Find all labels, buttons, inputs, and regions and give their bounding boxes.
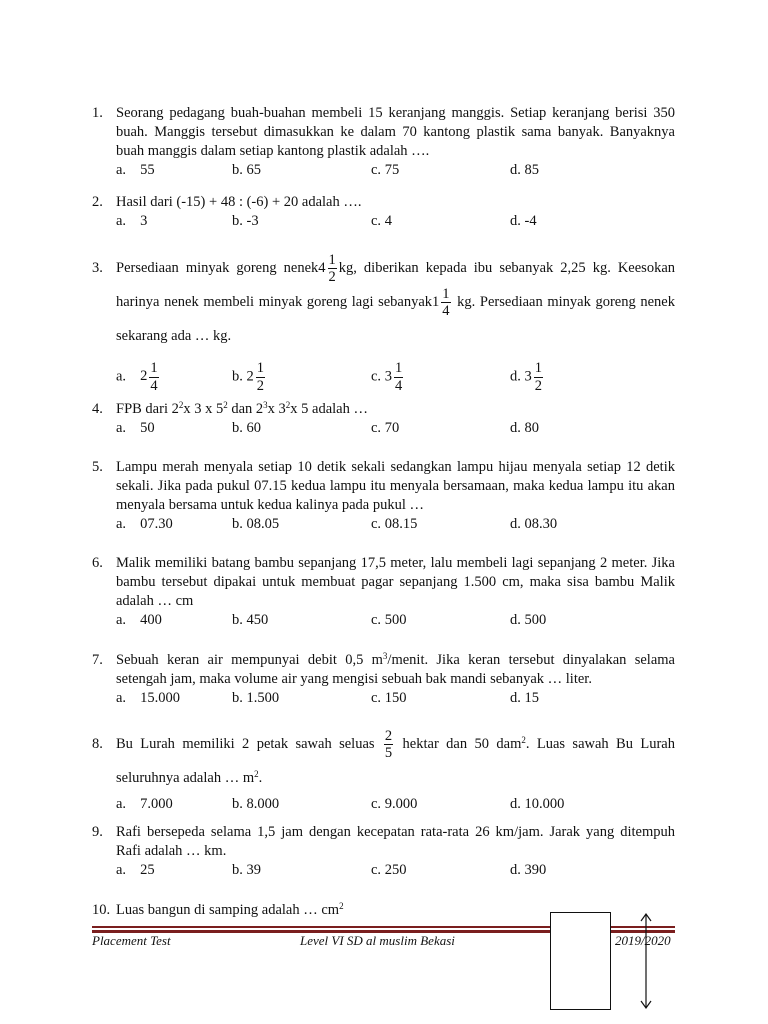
option-a[interactable]: a. 50 [116,420,155,436]
option-d[interactable]: d. 390 [510,862,547,878]
option-d[interactable]: d. 08.30 [510,516,558,532]
footer-left-text: Placement Test [92,933,171,948]
question-number: 8. [92,736,103,752]
option-a[interactable]: a. 2 $\frac{1}{4}$ [116,360,158,394]
option-b[interactable]: b. 65 [232,162,261,178]
dimension-arrow-icon [636,912,656,1012]
option-c[interactable]: c. 4 [371,213,392,229]
answer-options [116,861,675,880]
option-a[interactable]: a. 55 [116,162,155,178]
question-text: Bu Lurah memiliki 2 petak sawah seluas $\frac{2}{5}$ hektar dan 50 dam$^2$. Luas sawah Bu Lurah seluruhnya adalah … $m^2$. [116,727,675,786]
option-b[interactable]: b. 2 $\frac{1}{2}$ [232,360,264,394]
option-b[interactable]: b. 1.500 [232,690,280,706]
option-c[interactable]: c. 3 $\frac{1}{4}$ [371,360,403,394]
question-9 [92,823,675,880]
fraction: $\frac{1}{4}$ [442,285,450,320]
question-text: Sebuah keran air mempunyai debit 0,5 $m^3$/menit. Jika keran tersebut dinyalakan selama setengah jam, maka volume air yang mengisi sebuah bak mandi sebanyak … liter. [116,651,675,687]
question-2 [92,193,675,231]
option-d[interactable]: d. 80 [510,420,539,436]
answer-options [116,515,675,534]
question-7 [92,651,675,708]
question-text: Seorang pedagang buah-buahan membeli 15 keranjang manggis. Setiap keranjang berisi 350 buah. Manggis tersebut dimasukkan ke dalam 70 kantong plastik sama banyak. Banyaknya buah manggis dalam setiap kantong plastik adalah …. [116,105,675,159]
question-number: 2. [92,194,103,210]
question-number: 5. [92,459,103,475]
question-number: 4. [92,401,103,417]
option-c[interactable]: c. 250 [371,862,407,878]
option-c[interactable]: c. 08.15 [371,516,418,532]
option-a[interactable]: a. 07.30 [116,516,173,532]
question-number: 9. [92,824,103,840]
option-d[interactable]: d. 85 [510,162,539,178]
option-c[interactable]: c. 150 [371,690,407,706]
question-text: Hasil dari (-15) + 48 : (-6) + 20 adalah …. [116,194,362,210]
option-a[interactable]: a. 400 [116,612,162,628]
option-a[interactable]: a. 15.000 [116,690,180,706]
answer-options [116,212,675,231]
fraction: $\frac{2}{5}$ [384,727,393,762]
question-3 [92,251,676,394]
question-text: Malik memiliki batang bambu sepanjang 17,5 meter, lalu membeli lagi sepanjang 2 meter. Jika bambu tersebut dipakai untuk membuat pagar sepanjang 1.500 cm, maka sisa bambu Malik adalah … cm [116,555,675,609]
question-5 [92,458,675,534]
answer-options [116,611,675,630]
question-number: 1. [92,105,103,121]
option-a[interactable]: a. 3 [116,213,148,229]
question-text: Luas bangun di samping adalah … $cm^2$ [116,901,344,918]
option-d[interactable]: d. 15 [510,690,539,706]
question-text: FPB dari $2^2x$ 3 x $5^2$ dan $2^3x$ $3^2x$ 5 adalah … [116,400,368,417]
question-text: Persediaan minyak goreng nenek4 $\frac{1}{2}$ kg, diberikan kepada ibu sebanyak 2,25 kg. Keesokan harinya nenek membeli minyak goreng lagi sebanyak1 $\frac{1}{4}$ kg. Persediaan minyak goreng nenek sekarang ada … kg. [116,251,676,344]
option-c[interactable]: c. 70 [371,420,400,436]
footer-right-text: 2019/2020 [615,933,671,948]
option-d[interactable]: d. 3 $\frac{1}{2}$ [510,360,542,394]
question-text: Lampu merah menyala setiap 10 detik sekali sedangkan lampu hijau menyala setiap 12 detik sekali. Jika pada pukul 07.15 kedua lampu itu menyala bersamaan, maka kedua lampu itu akan menyala bersama untuk kedua kalinya pada pukul … [116,459,675,513]
fraction: $\frac{1}{2}$ [328,251,336,286]
option-a[interactable]: a. 25 [116,862,155,878]
rectangle-figure [550,912,611,1010]
option-b[interactable]: b. -3 [232,213,259,229]
question-10 [92,901,552,920]
answer-options [116,795,675,814]
answer-options [116,689,675,708]
question-number: 3. [92,260,103,276]
question-1 [92,104,675,180]
option-c[interactable]: c. 9.000 [371,796,418,812]
option-d[interactable]: d. 500 [510,612,547,628]
question-number: 7. [92,652,103,668]
question-4 [92,400,675,438]
question-number: 6. [92,555,103,571]
option-b[interactable]: b. 60 [232,420,261,436]
footer-center-text: Level VI SD al muslim Bekasi [300,933,455,948]
answer-options [116,419,675,438]
answer-options [116,161,675,180]
option-b[interactable]: b. 450 [232,612,269,628]
question-text: Rafi bersepeda selama 1,5 jam dengan kecepatan rata-rata 26 km/jam. Jarak yang ditempuh Rafi adalah … km. [116,824,675,859]
question-6 [92,554,675,630]
question-8 [92,727,675,814]
answer-options [116,353,675,394]
option-c[interactable]: c. 75 [371,162,400,178]
option-b[interactable]: b. 8.000 [232,796,280,812]
option-a[interactable]: a. 7.000 [116,796,173,812]
option-d[interactable]: d. 10.000 [510,796,565,812]
option-b[interactable]: b. 39 [232,862,261,878]
option-c[interactable]: c. 500 [371,612,407,628]
option-d[interactable]: d. -4 [510,213,537,229]
option-b[interactable]: b. 08.05 [232,516,280,532]
question-number: 10. [92,902,111,918]
